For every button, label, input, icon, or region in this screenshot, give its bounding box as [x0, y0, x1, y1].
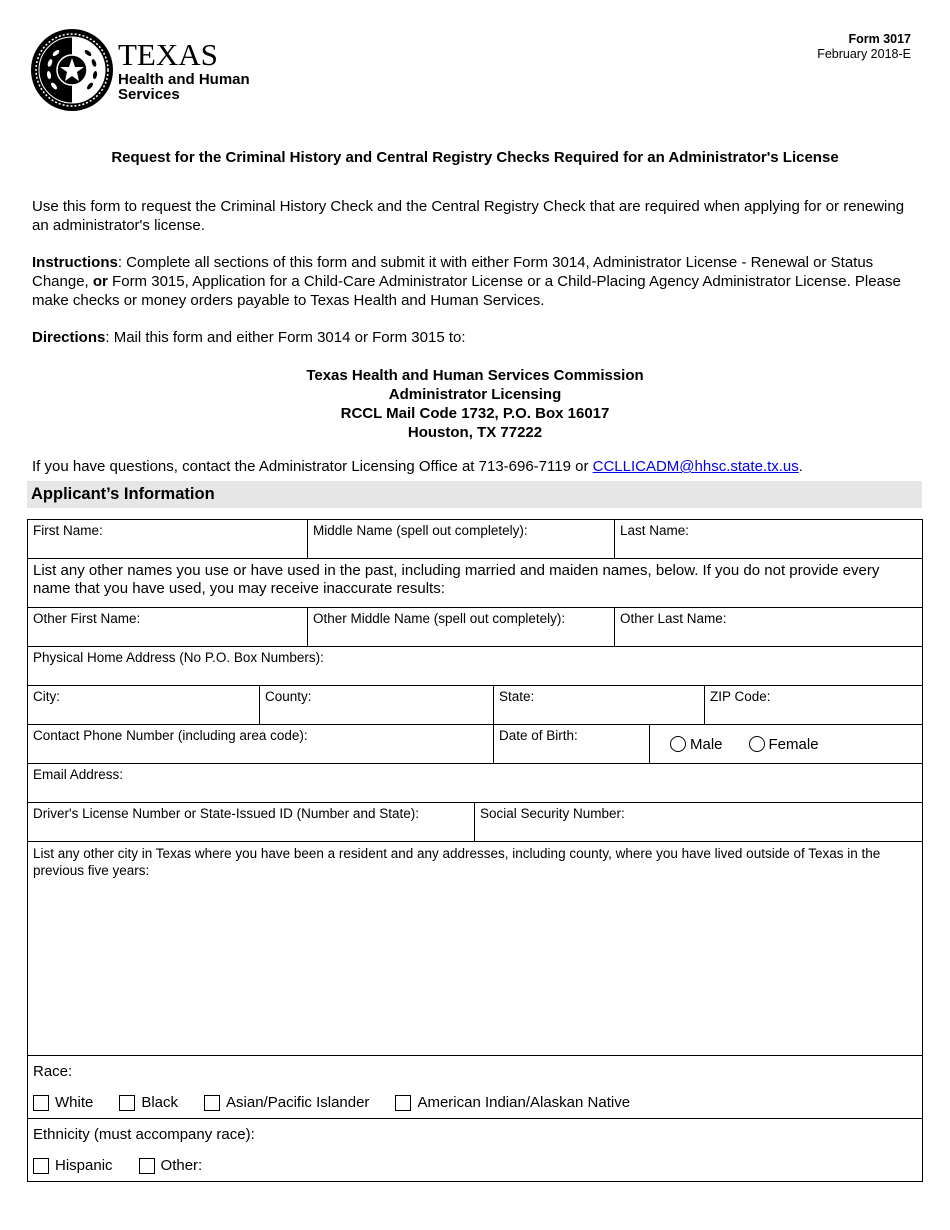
race-black-checkbox[interactable]: [119, 1094, 178, 1111]
option-label: Hispanic: [55, 1157, 113, 1174]
last-name-field[interactable]: Last Name:: [620, 523, 690, 538]
ssn-field[interactable]: Social Security Number:: [480, 806, 625, 821]
city-field[interactable]: City:: [28, 686, 260, 724]
female-label: Female: [768, 735, 819, 753]
ethnicity-hispanic-checkbox[interactable]: [33, 1157, 113, 1174]
option-label: White: [55, 1094, 94, 1111]
directions-body: : Mail this form and either Form 3014 or Form 3015 to:: [105, 329, 466, 346]
state-field[interactable]: State:: [494, 686, 705, 724]
form-number: Form 3017: [848, 32, 911, 46]
logo-subtitle-2: Services: [118, 85, 180, 103]
address-line: RCCL Mail Code 1732, P.O. Box 16017: [340, 405, 610, 422]
address-line: Houston, TX 77222: [407, 424, 543, 441]
other-last-name-field[interactable]: Other Last Name:: [620, 611, 727, 626]
phone-field[interactable]: Contact Phone Number (including area code):: [28, 725, 494, 763]
dob-field[interactable]: Date of Birth:: [494, 725, 650, 763]
form-date: February 2018-E: [817, 47, 911, 61]
race-section: [28, 1056, 922, 1118]
logo-title: TEXAS: [118, 36, 218, 72]
race-american-indian-checkbox[interactable]: [395, 1094, 630, 1111]
checkbox-icon: [33, 1158, 49, 1174]
section-header: Applicant’s Information: [27, 481, 922, 508]
contact-body: If you have questions, contact the Administrator Licensing Office at 713-696-7119 or: [32, 458, 593, 475]
other-residences-field[interactable]: List any other city in Texas where you have been a resident and any addresses, including county, where you have lived outside of Texas in the previous five years:: [33, 846, 881, 878]
radio-icon: [749, 736, 765, 752]
county-field[interactable]: County:: [260, 686, 494, 724]
first-name-field[interactable]: First Name:: [28, 520, 308, 558]
directions-text: [32, 328, 912, 347]
intro-text: Use this form to request the Criminal History Check and the Central Registry Check that are required when applying for or renewing an administrator's license.: [32, 198, 905, 234]
middle-name-field[interactable]: Middle Name (spell out completely):: [308, 520, 615, 558]
page-title: Request for the Criminal History and Central Registry Checks Required for an Administrator's License: [111, 149, 839, 166]
drivers-license-field[interactable]: Driver's License Number or State-Issued ID (Number and State):: [28, 803, 475, 841]
other-middle-name-field[interactable]: Other Middle Name (spell out completely):: [308, 608, 615, 646]
contact-end: .: [798, 458, 803, 475]
directions-label: Directions: [32, 329, 106, 346]
male-radio[interactable]: [670, 736, 723, 753]
option-label: Black: [141, 1094, 179, 1111]
mailing-address: [0, 366, 950, 442]
option-label: Other:: [160, 1157, 203, 1174]
female-radio[interactable]: [749, 736, 819, 753]
ethnicity-other-checkbox[interactable]: [139, 1157, 203, 1174]
zip-field[interactable]: ZIP Code:: [710, 689, 771, 704]
instructions-label: Instructions: [32, 254, 118, 271]
applicant-table: [27, 519, 923, 1182]
home-address-field[interactable]: Physical Home Address (No P.O. Box Numbers):: [33, 650, 324, 665]
male-label: Male: [690, 735, 723, 753]
email-field[interactable]: Email Address:: [33, 767, 124, 782]
ethnicity-label: Ethnicity (must accompany race):: [33, 1126, 255, 1143]
checkbox-icon: [204, 1095, 220, 1111]
other-first-name-field[interactable]: Other First Name:: [28, 608, 308, 646]
option-label: Asian/Pacific Islander: [226, 1094, 370, 1111]
address-line: Texas Health and Human Services Commission: [306, 367, 644, 384]
option-label: American Indian/Alaskan Native: [417, 1094, 631, 1111]
contact-email-link[interactable]: CCLLICADM@hhsc.state.tx.us: [592, 458, 799, 475]
checkbox-icon: [33, 1095, 49, 1111]
hhs-logo: [30, 28, 250, 112]
logo-subtitle: Health and Human: [118, 70, 250, 88]
instructions-part1: : Complete all sections of this form and submit it with either Form 3014, Administrator License - Renewal or Status Change,: [32, 254, 874, 290]
address-line: Administrator Licensing: [388, 386, 562, 403]
checkbox-icon: [395, 1095, 411, 1111]
race-asian-checkbox[interactable]: [204, 1094, 369, 1111]
instructions-text: [32, 253, 912, 310]
instructions-or: or: [92, 273, 108, 290]
checkbox-icon: [119, 1095, 135, 1111]
race-label: Race:: [33, 1063, 73, 1080]
radio-icon: [670, 736, 686, 752]
other-names-note: List any other names you use or have used in the past, including married and maiden names, below. If you do not provide every name that you have used, you may receive inaccurate results:: [33, 562, 880, 597]
form-number-block: [817, 32, 911, 62]
sex-options: [650, 725, 922, 763]
texas-seal-icon: [30, 28, 114, 112]
race-white-checkbox[interactable]: [33, 1094, 93, 1111]
contact-text: [32, 457, 912, 476]
ethnicity-section: [28, 1119, 922, 1181]
instructions-part2: Form 3015, Application for a Child-Care Administrator License or a Child-Placing Agency Administrator License. Please make checks or money orders payable to Texas Health and Human Services.: [32, 273, 901, 309]
checkbox-icon: [139, 1158, 155, 1174]
